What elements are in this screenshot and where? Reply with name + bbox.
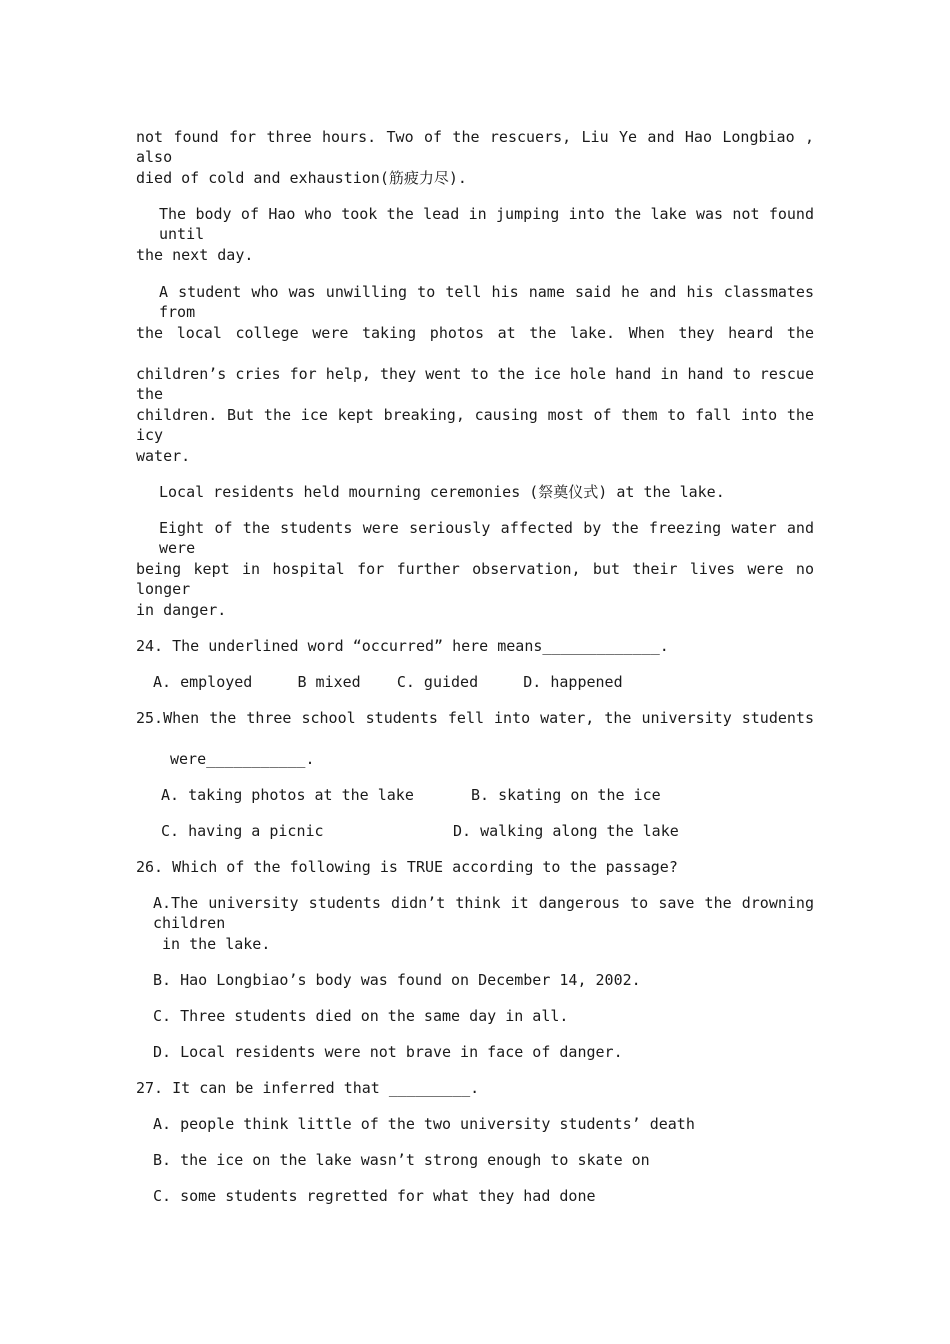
passage-p5-line2: being kept in hospital for further observation, but their lives were no longer [136,560,814,598]
question-25-stem-line1: 25.When the three school students fell into water, the university students [136,709,814,727]
question-26-option-a-line1: A.The university students didn’t think it dangerous to save the drowning children [153,894,814,932]
passage-p3-line4: children. But the ice kept breaking, causing most of them to fall into the icy [136,406,814,444]
question-24-stem: 24. The underlined word “occurred” here means_____________. [136,637,669,655]
passage-p2-line1: The body of Hao who took the lead in jumping into the lake was not found until [159,205,814,243]
passage-p3-line1: A student who was unwilling to tell his name said he and his classmates from [159,283,814,321]
question-25-option-a: A. taking photos at the lake [161,786,414,804]
question-25-stem-line2: were___________. [170,750,315,768]
question-26-stem: 26. Which of the following is TRUE according to the passage? [136,858,678,876]
passage-p3-line2: the local college were taking photos at the lake. When they heard the [136,324,814,342]
question-26-option-c: C. Three students died on the same day in all. [153,1007,569,1025]
question-26-option-b: B. Hao Longbiao’s body was found on December 14, 2002. [153,971,641,989]
question-25-option-d: D. walking along the lake [453,822,679,840]
question-25-option-c: C. having a picnic [161,822,324,840]
passage-p1-line1: not found for three hours. Two of the rescuers, Liu Ye and Hao Longbiao , also [136,128,814,166]
question-25-option-b: B. skating on the ice [471,786,661,804]
passage-p2-line2: the next day. [136,246,254,264]
passage-p5-line1: Eight of the students were seriously affected by the freezing water and were [159,519,814,557]
question-26-option-a-line2: in the lake. [162,935,271,953]
question-27-option-a: A. people think little of the two university students’ death [153,1115,695,1133]
question-27-option-b: B. the ice on the lake wasn’t strong enough to skate on [153,1151,650,1169]
passage-p3-line3: children’s cries for help, they went to the ice hole hand in hand to rescue the [136,365,814,403]
question-27-stem: 27. It can be inferred that _________. [136,1079,480,1097]
passage-p3-line5: water. [136,447,191,465]
question-27-option-c: C. some students regretted for what they had done [153,1187,596,1205]
question-26-option-d: D. Local residents were not brave in face of danger. [153,1043,623,1061]
passage-p4-line1: Local residents held mourning ceremonies (祭奠仪式) at the lake. [159,483,725,501]
question-24-options: A. employed B mixed C. guided D. happened [153,673,623,691]
passage-p1-line2: died of cold and exhaustion(筋疲力尽). [136,169,467,187]
passage-p5-line3: in danger. [136,601,227,619]
